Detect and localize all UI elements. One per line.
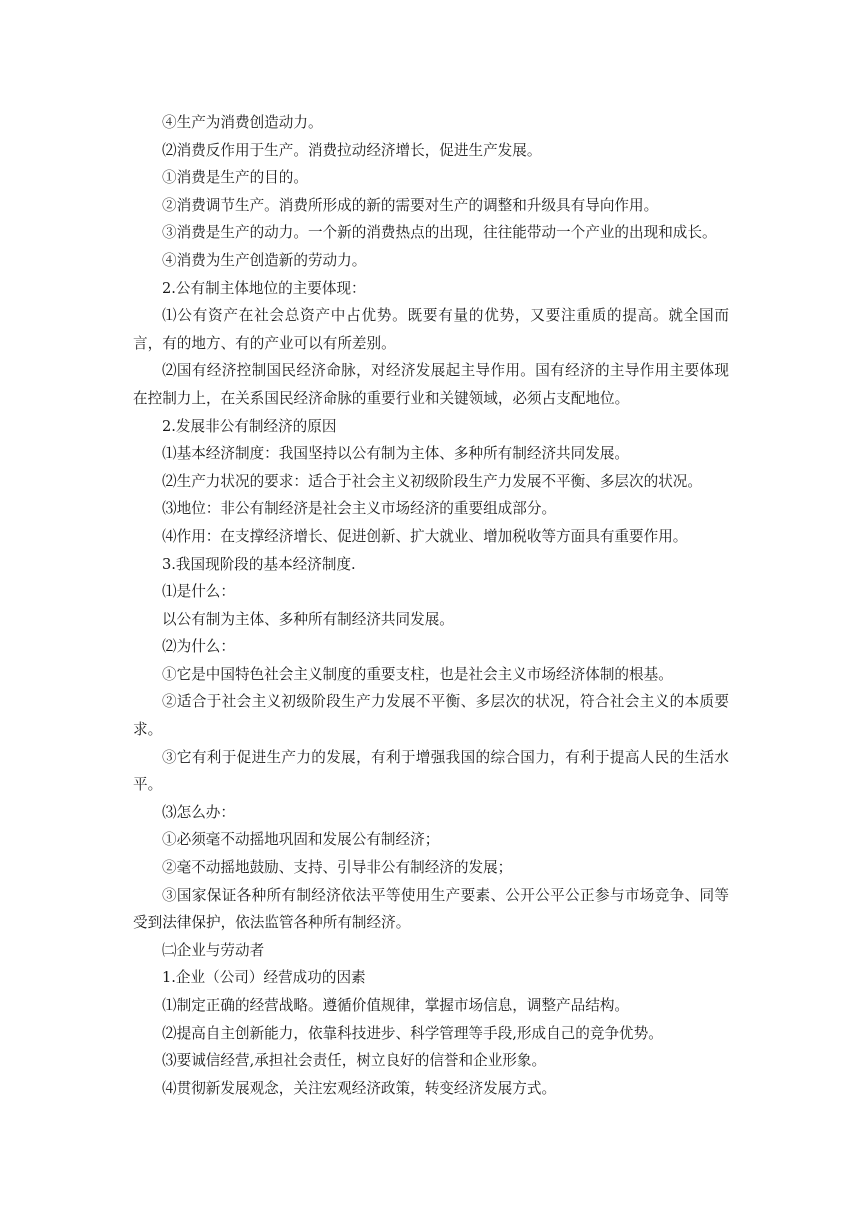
paragraph: ②毫不动摇地鼓励、支持、引导非公有制经济的发展； [162,859,513,877]
paragraph: ⑴公有资产在社会总资产中占优势。既要有量的优势，又要注重质的提高。就全国而言，有的地方、有的产业可以有所差别。 [133,307,729,352]
paragraph: ⑵为什么： [162,638,235,656]
paragraph: ⑴是什么： [162,583,235,601]
section-heading: 1.企业（公司）经营成功的因素 [162,969,366,987]
paragraph: ②适合于社会主义初级阶段生产力发展不平衡、多层次的状况，符合社会主义的本质要求。 [133,693,729,739]
document-body [133,109,729,1102]
paragraph: ⑴基本经济制度：我国坚持以公有制为主体、多种所有制经济共同发展。 [162,445,630,463]
paragraph: ⑷贯彻新发展观念，关注宏观经济政策，转变经济发展方式。 [162,1079,557,1097]
paragraph: ④生产为消费创造动力。 [162,114,323,131]
paragraph: ③国家保证各种所有制经济依法平等使用生产要素、公开公平公正参与市场竞争、同等受到法律保护，依法监管各种所有制经济。 [133,886,729,932]
paragraph: ②消费调节生产。消费所形成的新的需要对生产的调整和升级具有导向作用。 [162,196,659,214]
paragraph: ⑴制定正确的经营战略。遵循价值规律，掌握市场信息，调整产品结构。 [162,997,630,1014]
paragraph: ③它有利于促进生产力的发展，有利于增强我国的综合国力，有利于提高人民的生活水平。 [133,748,729,794]
paragraph: ⑶地位：非公有制经济是社会主义市场经济的重要组成部分。 [162,500,557,518]
paragraph: ⑵国有经济控制国民经济命脉，对经济发展起主导作用。国有经济的主导作用主要体现在控制力上，在关系国民经济命脉的重要行业和关键领域，必须占支配地位。 [133,362,729,407]
paragraph: ①它是中国特色社会主义制度的重要支柱，也是社会主义市场经济体制的根基。 [162,665,673,683]
paragraph: 以公有制为主体、多种所有制经济共同发展。 [162,610,454,628]
paragraph: ⑵提高自主创新能力，依靠科技进步、科学管理等手段,形成自己的竞争优势。 [162,1024,663,1042]
paragraph: ⑶怎么办： [162,803,235,821]
section-heading: 2.发展非公有制经济的原因 [162,417,337,435]
paragraph: ⑵消费反作用于生产。消费拉动经济增长，促进生产发展。 [162,141,542,159]
paragraph: ④消费为生产创造新的劳动力。 [162,251,367,269]
paragraph: ⑶要诚信经营,承担社会责任，树立良好的信誉和企业形象。 [162,1052,547,1070]
paragraph: ③消费是生产的动力。一个新的消费热点的出现，往往能带动一个产业的出现和成长。 [162,224,717,242]
paragraph: ⑵生产力状况的要求：适合于社会主义初级阶段生产力发展不平衡、多层次的状况。 [162,472,702,490]
paragraph: ⑷作用：在支撑经济增长、促进创新、扩大就业、增加税收等方面具有重要作用。 [162,527,688,545]
section-heading: 3.我国现阶段的基本经济制度. [162,555,356,573]
paragraph: ①必须毫不动摇地巩固和发展公有制经济； [162,831,440,849]
section-heading: 2.公有制主体地位的主要体现： [162,279,366,297]
section-heading: ㈡企业与劳动者 [162,941,265,959]
paragraph: ①消费是生产的目的。 [162,169,308,187]
